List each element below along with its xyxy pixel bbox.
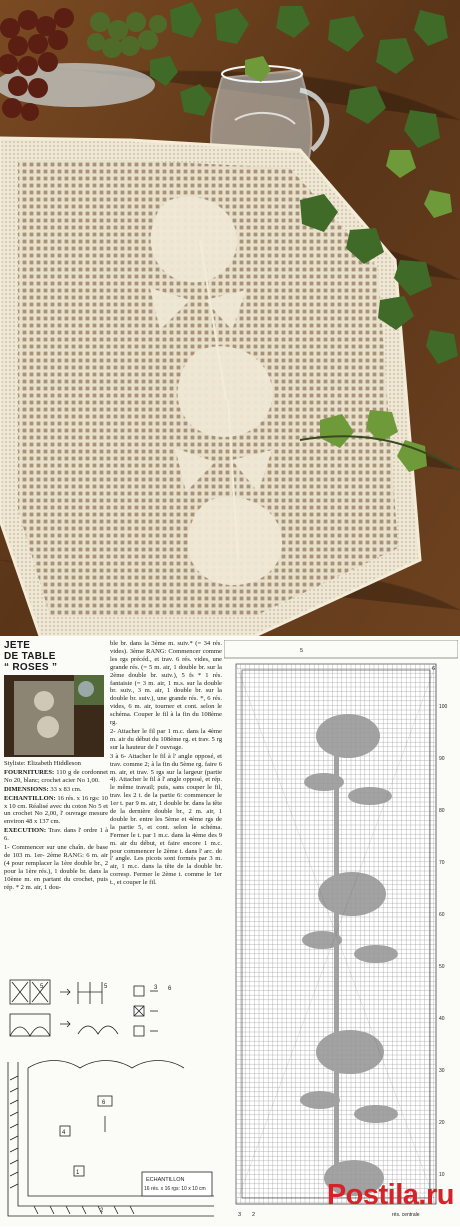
execution-label: EXECUTION: (4, 827, 47, 835)
filet-chart-grid (224, 640, 458, 1222)
row-number: 50 (439, 964, 445, 970)
row-number: 40 (439, 1016, 445, 1022)
chart-mark: 3 (238, 1212, 242, 1218)
legend-mark-3: 3 (154, 985, 158, 991)
row-number: 60 (439, 912, 445, 918)
title-line-1: JETE (4, 640, 31, 651)
sample-label-line2: 16 rés. x 16 rgs: 10 x 10 cm (144, 1186, 206, 1192)
col2-text-c: 3 à 6- Attacher le fil à l' angle opposé, et trav. comme 2; à la fin du 5ème rg. faire 6 m. air, et trav. 5 rgs sur la largeur (partie 4). Attacher le fil à l' angle opposé, et rép. le même travail; puis, sans couper le fil, trav. les 2 t. de la partie 6: commencer le 1er t. par 9 m. air, 1 double br. dans la tête de la dernière double br., 2 m. air, 1 double br. entre les 5ème et 4ème rgs de la partie 5, et cont. selon le schéma. Fermer le t. par 1 m.c. dans la 4ème des 9 m. air du début, et faire encore 1 m.c. pour commencer le 2ème t. dans l' arc. de l' angle. Les picots sont formés par 3 m. air, 1 m.c. dans la tête de la double br. corresp. Fermer le 2ème t. comme le 1er t., et couper le fil. (110, 752, 222, 887)
runner-thumbnail-photo (4, 675, 104, 757)
dimensions-label: DIMENSIONS: (4, 785, 49, 793)
chart-mark: 5 (300, 648, 304, 654)
pattern-sheet (0, 636, 460, 1226)
sample-label-line1: ECHANTILLON (146, 1177, 185, 1183)
chart-caption: rés. centrale (392, 1212, 420, 1218)
instructions-column-middle (110, 640, 222, 888)
echantillon-text: 16 rés. x 16 rgs: 10 x 10 cm. Réalisé avec du coton No 5 et un crochet No 2,00, l' ouvrage mesure environ 48 x 137 cm. (4, 794, 108, 826)
stylist-credit: Styliste: Elizabeth Hiddleson (4, 760, 81, 767)
pattern-text-left (4, 760, 108, 892)
row-number: 10 (439, 1172, 445, 1178)
corner-mark-6: 6 (102, 1100, 106, 1106)
row-number: 80 (439, 808, 445, 814)
row-number: 20 (439, 1120, 445, 1126)
legend-mark-5b: 5 (104, 984, 108, 990)
corner-mark-1: 1 (76, 1170, 80, 1176)
legend-mark-5a: 5 (40, 984, 44, 990)
row-number: 100 (439, 704, 448, 710)
corner-mark-2: 2 (100, 1208, 104, 1214)
echantillon-label: ECHANTILLON: (4, 794, 56, 802)
col2-text-a: ble br. dans la 3ème m. suiv.* (= 34 rés. vides). 3ème RANG: Commencer comme les rgs précéd., et trav. 6 rés. vides, une grande rés. (= 5 m. air, 1 double br. sur la 2ème double br. suiv.), 5 fs * 1 rés. fantaisie (= 3 m. air, 1 m.s. sur la double br. suiv., 3 m. air, 1 double br. sur la double br. suiv.), une grande rés. *, 6 rés. vides, 6 m. air, tourner et cont. selon le schéma. Couper le fil à la fin du 108ème rg. (110, 640, 222, 727)
corner-mark-4: 4 (62, 1130, 66, 1136)
row-number: 90 (439, 756, 445, 762)
col2-text-b: 2- Attacher le fil par 1 m.c. dans la 4ème m. air du début du 108ème rg. et trav. 5 rg sur la hauteur de l' ouvrage. (110, 727, 222, 751)
execution-text: Trav. dans l' ordre 1 à 6. (4, 827, 109, 843)
filet-chart (224, 640, 458, 1222)
row-number: 30 (439, 1068, 445, 1074)
legend-marks (40, 984, 206, 1214)
dimensions-text: 33 x 83 cm. (50, 785, 82, 793)
chart-mark: 6 (432, 666, 436, 672)
watermark: Postila.ru (326, 1179, 454, 1211)
instructions-column-left (4, 640, 108, 893)
title-line-3: “ ROSES ” (4, 662, 58, 673)
pattern-title (4, 640, 108, 673)
chart-mark: 2 (252, 1212, 256, 1218)
title-line-2: DE TABLE (4, 651, 56, 662)
stitch-diagrams (4, 976, 220, 1222)
step-1-text: 1- Commencer sur une chaîn. de base de 103 m. 1er- 2ème RANG: 6 m. air (4 pour remplacer la 1ère double br., 2 pour la 1ère rés.), 1 double br. dans la 10ème m. en partant du crochet, puis rép. * 2 m. air, 1 dou- (4, 844, 108, 891)
fournitures-text: 110 g de cordonnet No 20, blanc; crochet acier No 1,00. (4, 768, 108, 784)
legend-mark-6: 6 (168, 986, 172, 992)
row-number: 70 (439, 860, 445, 866)
fournitures-label: FOURNITURES: (4, 768, 55, 776)
